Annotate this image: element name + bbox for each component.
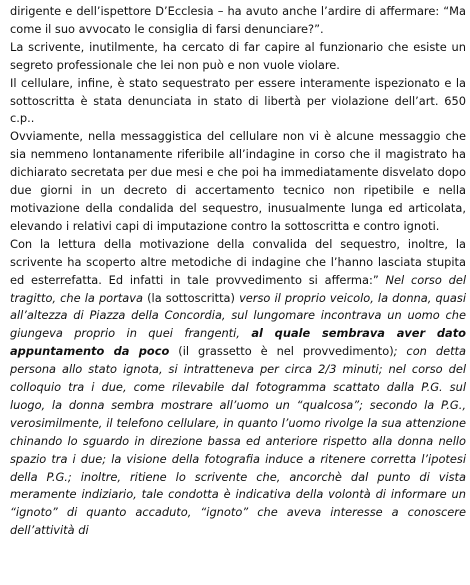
quote-part-2: verso il proprio veicolo, la donna, quasi all’altezza di Piazza della Concordia, sul lungomare incontrava un uomo che giungeva proprio in quei frangenti, xyxy=(10,290,466,341)
paragraph-4: Ovviamente, nella messaggistica del cellulare non vi è alcune messaggio che sia nemmeno lontanamente riferibile all’indagine in corso che il magistrato ha dichiarato secretata per due mesi e che poi ha immediatamente disvelato dopo due giorni in un decreto di accertamento tecnico non ripetibile e nella motivazione della condalida del sequestro, inusualmente lunga ed articolata, elevando i relativi capi di imputazione contro la sottoscritta e contro ignoti. xyxy=(10,129,466,233)
quote-part-1: Nel corso del tragitto, che la portava xyxy=(10,272,466,305)
remark-part-1: (la sottoscritta) xyxy=(143,290,240,305)
paragraph-3: Il cellulare, infine, è stato sequestrato per essere interamente ispezionato e la sottoscritta è stata denunciata in stato di libertà per violazione dell’art. 650 c.p.. xyxy=(10,75,466,126)
remark-part-2: (il grassetto è nel provvedimento) xyxy=(169,344,394,359)
paragraph-1: dirigente e dell’ispettore D’Ecclesia – ha avuto anche l’ardire di affermare: “Ma come il suo avvocato le consiglia di farsi denunciare?”. xyxy=(10,4,466,36)
paragraph-5-intro: Con la lettura della motivazione della convalida del sequestro, inoltre, la scrivente ha scoperto altre metodiche di indagine che l’hanno lasciata stupita ed esterrefatta. Ed infatti in tale provvedimento si afferma:” xyxy=(10,236,466,287)
paragraph-2: La scrivente, inutilmente, ha cercato di far capire al funzionario che esiste un segreto professionale che lei non può e non vuole violare. xyxy=(10,39,466,72)
bold-quote: al quale sembrava aver dato appuntamento da poco xyxy=(10,326,467,359)
quote-part-3: ; con detta persona allo stato ignota, si intratteneva per circa 2/3 minuti; nel corso del colloquio tra i due, come rilevabile dal fotogramma scattato dalla P.G. sul luogo, la donna sembra mostrare all’uomo un “qualcosa”; secondo la P.G., verosimilmente, il telefono cellulare, in quanto l’uomo rivolge la sua attenzione chinando lo sguardo in direzione bassa ed anteriore rispetto alla donna nello spazio tra i due; la visione della fotografia induce a ritenere corretta l’ipotesi della P.G.; inoltre, ritiene lo scrivente che, ancorchè dal punto di vista meramente indiziario, tale condotta è indicativa della volontà di informare un “ignoto” di quanto accaduto, “ignoto” che aveva interesse a conoscere dell’attività di xyxy=(10,344,466,538)
paragraph-5 xyxy=(10,236,466,540)
